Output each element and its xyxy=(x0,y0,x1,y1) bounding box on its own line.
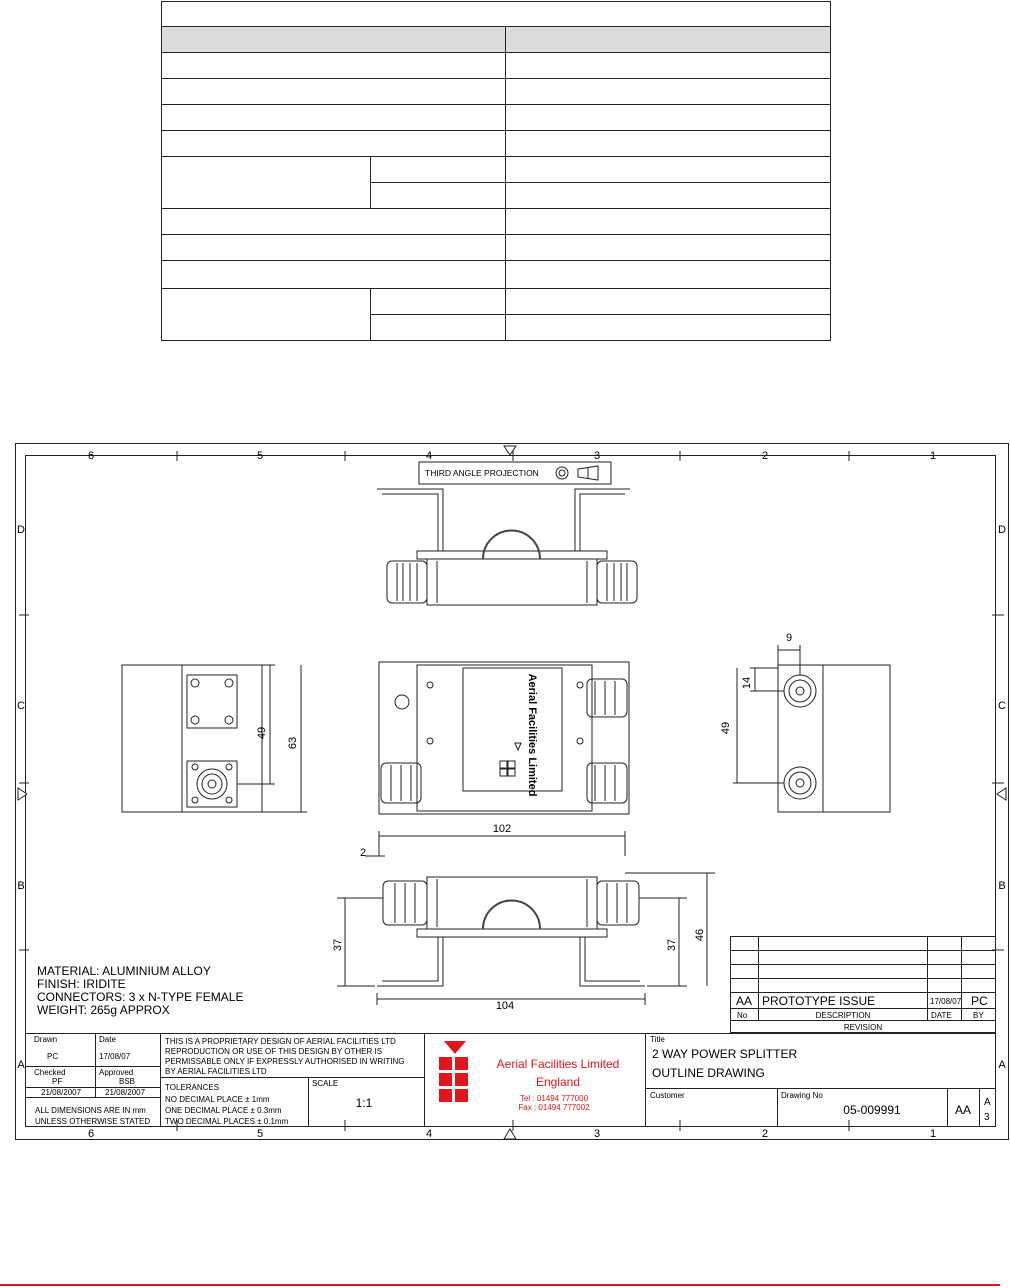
title-label: Title xyxy=(650,1035,665,1044)
dim-left-63: 63 xyxy=(287,736,299,750)
zone-col-bottom-5: 5 xyxy=(256,1128,264,1140)
dim-bottom-2: 2 xyxy=(359,847,367,859)
drawing-no-label: Drawing No xyxy=(781,1091,823,1100)
zone-col-bottom-3: 3 xyxy=(593,1128,601,1140)
zone-row-right-b: B xyxy=(998,880,1006,892)
dimensions-note-1: ALL DIMENSIONS ARE IN mm xyxy=(35,1106,146,1115)
proprietary-line-3: PERMISSABLE ONLY IF EXPRESSLY AUTHORISED IN WRITING xyxy=(165,1057,405,1066)
outline-drawing xyxy=(15,443,1009,1140)
title-block xyxy=(25,1033,996,1127)
dim-bottom-102: 102 xyxy=(492,823,512,835)
drawing-number: 05-009991 xyxy=(843,1103,901,1117)
proprietary-line-4: BY AERIAL FACILITIES LTD xyxy=(165,1067,267,1076)
dim-right-14: 14 xyxy=(741,676,753,690)
company-name: Aerial Facilities Limited xyxy=(496,1057,620,1071)
proprietary-line-2: REPRODUCTION OR USE OF THIS DESIGN BY OTHER IS xyxy=(165,1047,383,1056)
material-notes xyxy=(37,964,243,1017)
spec-table-header-row xyxy=(162,27,830,52)
zone-row-right-d: D xyxy=(998,524,1006,536)
zone-col-top-2: 2 xyxy=(761,450,769,462)
body-brand-label: Aerial Facilities Limited xyxy=(526,673,538,797)
revision-header-no: No xyxy=(737,1011,748,1020)
center-mark-right-icon xyxy=(997,788,1006,800)
zone-col-top-3: 3 xyxy=(593,450,601,462)
tolerance-1dp: ONE DECIMAL PLACE ± 0.3mm xyxy=(165,1106,282,1115)
zone-col-bottom-4: 4 xyxy=(425,1128,433,1140)
front-view xyxy=(379,662,629,814)
drawing-title-line-1: 2 WAY POWER SPLITTER xyxy=(652,1047,798,1061)
projection-label: THIRD ANGLE PROJECTION xyxy=(425,468,539,478)
top-view xyxy=(377,489,637,605)
revision-by: PC xyxy=(971,994,988,1008)
zone-col-top-5: 5 xyxy=(256,450,264,462)
zone-row-left-c: C xyxy=(17,700,25,712)
note-weight: WEIGHT: 265g APPROX xyxy=(37,1003,170,1017)
revision-footer: REVISION xyxy=(843,1023,883,1032)
sheet-size-3: 3 xyxy=(984,1112,990,1123)
zone-col-bottom-6: 6 xyxy=(87,1128,95,1140)
revision-header-date: DATE xyxy=(931,1011,952,1020)
zone-col-top-4: 4 xyxy=(425,450,433,462)
zone-col-bottom-2: 2 xyxy=(761,1128,769,1140)
page-bottom-rule xyxy=(0,1284,1000,1286)
revision-rev: AA xyxy=(736,994,753,1008)
dim-right-49: 49 xyxy=(720,721,732,735)
checked-value: PF xyxy=(52,1077,63,1086)
drawn-label: Drawn xyxy=(34,1035,58,1044)
revision-header-description: DESCRIPTION xyxy=(815,1011,871,1020)
dim-bottom-104: 104 xyxy=(495,1000,515,1012)
company-country: England xyxy=(535,1075,581,1089)
left-side-view xyxy=(122,665,307,812)
zone-row-right-c: C xyxy=(998,700,1006,712)
proprietary-line-1: THIS IS A PROPRIETARY DESIGN OF AERIAL FACILITIES LTD xyxy=(165,1037,396,1046)
specification-table xyxy=(161,1,831,341)
note-connectors: CONNECTORS: 3 x N-TYPE FEMALE xyxy=(37,990,244,1004)
approved-label: Approved xyxy=(99,1068,134,1077)
bottom-view xyxy=(337,831,715,1005)
zone-row-left-b: B xyxy=(17,880,25,892)
revision-description: PROTOTYPE ISSUE xyxy=(762,994,876,1008)
scale-label: SCALE xyxy=(312,1079,339,1088)
zone-col-bottom-1: 1 xyxy=(929,1128,937,1140)
approved-date: 21/08/2007 xyxy=(105,1088,146,1097)
dim-bottom-37-right: 37 xyxy=(666,938,678,952)
center-mark-bottom-icon xyxy=(504,1129,516,1139)
note-material: MATERIAL: ALUMINIUM ALLOY xyxy=(37,964,211,978)
zone-row-right-a: A xyxy=(998,1059,1006,1071)
drawn-value: PC xyxy=(47,1052,59,1061)
company-logo xyxy=(439,1041,468,1102)
scale-value: 1:1 xyxy=(355,1096,373,1110)
company-fax: Fax : 01494 777002 xyxy=(518,1103,590,1112)
zone-col-top-6: 6 xyxy=(87,450,95,462)
right-side-view xyxy=(733,645,890,812)
tolerances-label: TOLERANCES xyxy=(165,1083,220,1092)
customer-label: Customer xyxy=(650,1091,685,1100)
dim-left-49: 49 xyxy=(256,726,268,740)
dim-right-9: 9 xyxy=(785,632,793,644)
dimensions-note-2: UNLESS OTHERWISE STATED xyxy=(35,1117,151,1126)
date-label: Date xyxy=(99,1035,116,1044)
projection-symbol xyxy=(419,462,611,484)
dim-bottom-37-left: 37 xyxy=(332,938,344,952)
date-value: 17/08/07 xyxy=(99,1052,131,1061)
zone-row-left-a: A xyxy=(17,1059,25,1071)
approved-value: BSB xyxy=(119,1077,136,1086)
zone-col-top-1: 1 xyxy=(929,450,937,462)
sheet-size-a: A xyxy=(984,1097,991,1108)
dim-bottom-46: 46 xyxy=(694,928,706,942)
tolerance-0dp: NO DECIMAL PLACE ± 1mm xyxy=(165,1095,270,1104)
issue-code: AA xyxy=(955,1103,972,1117)
checked-date: 21/08/2007 xyxy=(41,1088,82,1097)
tolerance-2dp: TWO DECIMAL PLACES ± 0.1mm xyxy=(165,1117,289,1126)
revision-date: 17/08/07 xyxy=(930,997,962,1006)
note-finish: FINISH: IRIDITE xyxy=(37,977,126,991)
center-mark-top-icon xyxy=(504,446,516,455)
checked-label: Checked xyxy=(34,1068,66,1077)
drawing-title-line-2: OUTLINE DRAWING xyxy=(652,1066,765,1080)
revision-header-by: BY xyxy=(973,1011,984,1020)
zone-row-left-d: D xyxy=(17,524,25,536)
company-tel: Tel : 01494 777000 xyxy=(519,1094,589,1103)
revision-table xyxy=(730,936,996,1033)
logo-triangle-icon xyxy=(444,1041,466,1054)
